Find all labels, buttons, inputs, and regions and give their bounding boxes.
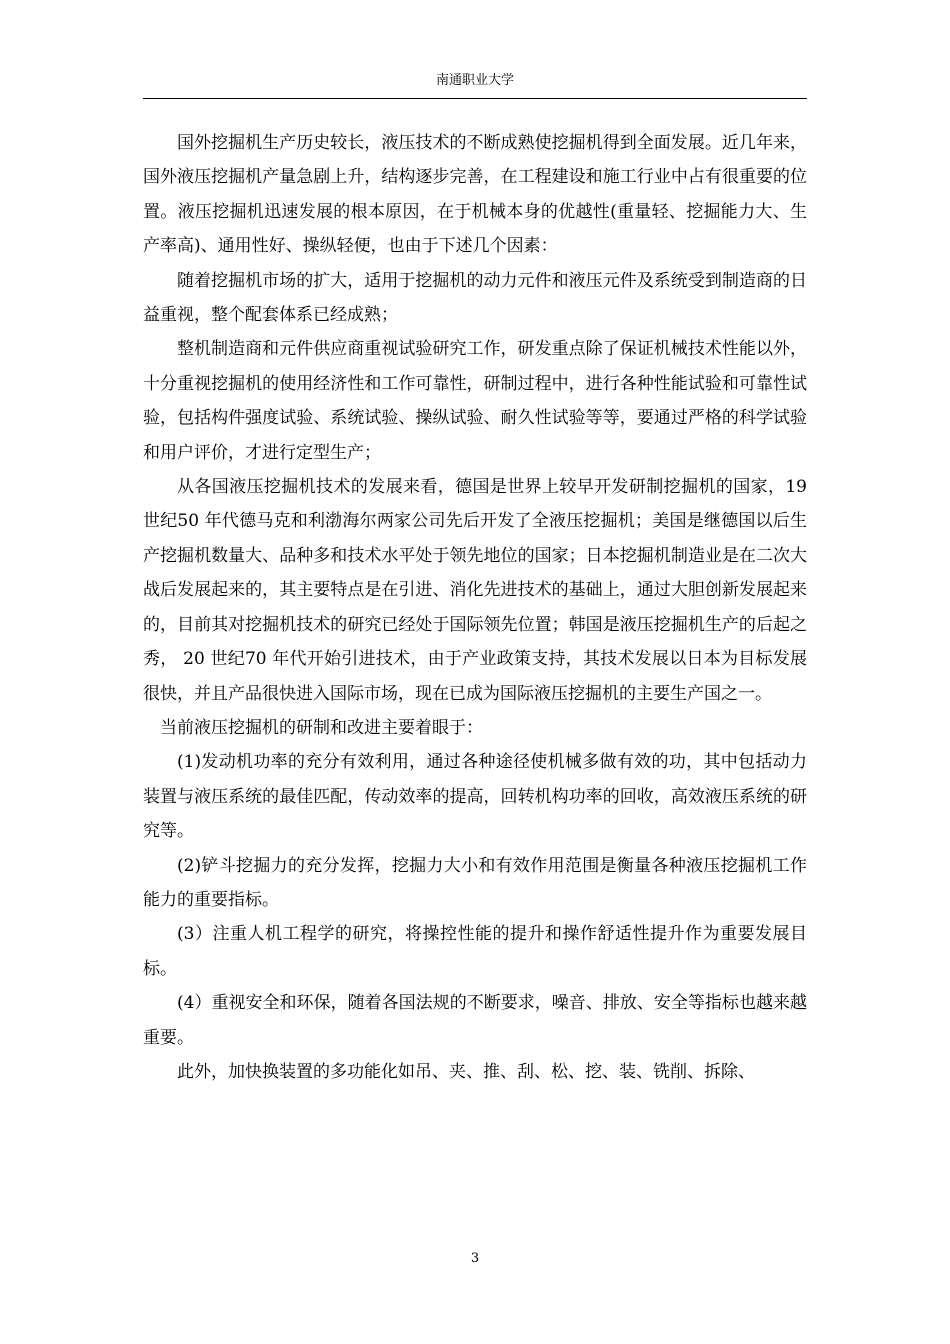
paragraph-1: 国外挖掘机生产历史较长，液压技术的不断成熟使挖掘机得到全面发展。近几年来，国外液压挖掘机产量急剧上升，结构逐步完善，在工程建设和施工行业中占有很重要的位置。液压挖掘机迅速发展的根本原因，在于机械本身的优越性(重量轻、挖掘能力大、生产率高)、通用性好、操纵轻便，也由于下述几个因素： — [143, 133, 807, 257]
document-body — [143, 126, 807, 1089]
paragraph-10: 此外，加快换装置的多功能化如吊、夹、推、刮、松、挖、装、铣削、拆除、 — [177, 1061, 755, 1082]
page-number: 3 — [470, 1251, 480, 1266]
paragraph-4: 从各国液压挖掘机技术的发展来看，德国是世界上较早开发研制挖掘机的国家，19 世纪50 年代德马克和利渤海尔两家公司先后开发了全液压挖掘机；美国是继德国以后生产挖掘机数量大、品种多和技术水平处于领先地位的国家；日本挖掘机制造业是在二次大战后发展起来的，其主要特点是在引进、消化先进技术的基础上，通过大胆创新发展起来的，目前其对挖掘机技术的研究已经处于国际领先位置；韩国是液压挖掘机生产的后起之秀， 20 世纪70 年代开始引进技术，由于产业政策支持，其技术发展以日本为目标发展很快，并且产品很快进入国际市场，现在已成为国际液压挖掘机的主要生产国之一。 — [143, 477, 807, 704]
paragraph-8: (3）注重人机工程学的研究，将操控性能的提升和操作舒适性提升作为重要发展目标。 — [143, 924, 807, 979]
paragraph-9: (4）重视安全和环保，随着各国法规的不断要求，噪音、排放、安全等指标也越来越重要。 — [143, 993, 807, 1048]
paragraph-6: (1)发动机功率的充分有效利用，通过各种途径使机械多做有效的功，其中包括动力装置与液压系统的最佳匹配，传动效率的提高，回转机构功率的回收，高效液压系统的研究等。 — [143, 752, 807, 842]
header-divider — [143, 98, 807, 99]
paragraph-2: 随着挖掘机市场的扩大，适用于挖掘机的动力元件和液压元件及系统受到制造商的日益重视，整个配套体系已经成熟； — [143, 270, 807, 326]
paragraph-5: 当前液压挖掘机的研制和改进主要着眼于： — [160, 717, 483, 738]
paragraph-3: 整机制造商和元件供应商重视试验研究工作，研发重点除了保证机械技术性能以外，十分重视挖掘机的使用经济性和工作可靠性，研制过程中，进行各种性能试验和可靠性试验，包括构件强度试验、系统试验、操纵试验、耐久性试验等等，要通过严格的科学试验和用户评价，才进行定型生产； — [143, 339, 807, 463]
page-header: 南通职业大学 — [435, 73, 514, 88]
paragraph-7: (2)铲斗挖掘力的充分发挥，挖掘力大小和有效作用范围是衡量各种液压挖掘机工作能力的重要指标。 — [143, 855, 807, 910]
